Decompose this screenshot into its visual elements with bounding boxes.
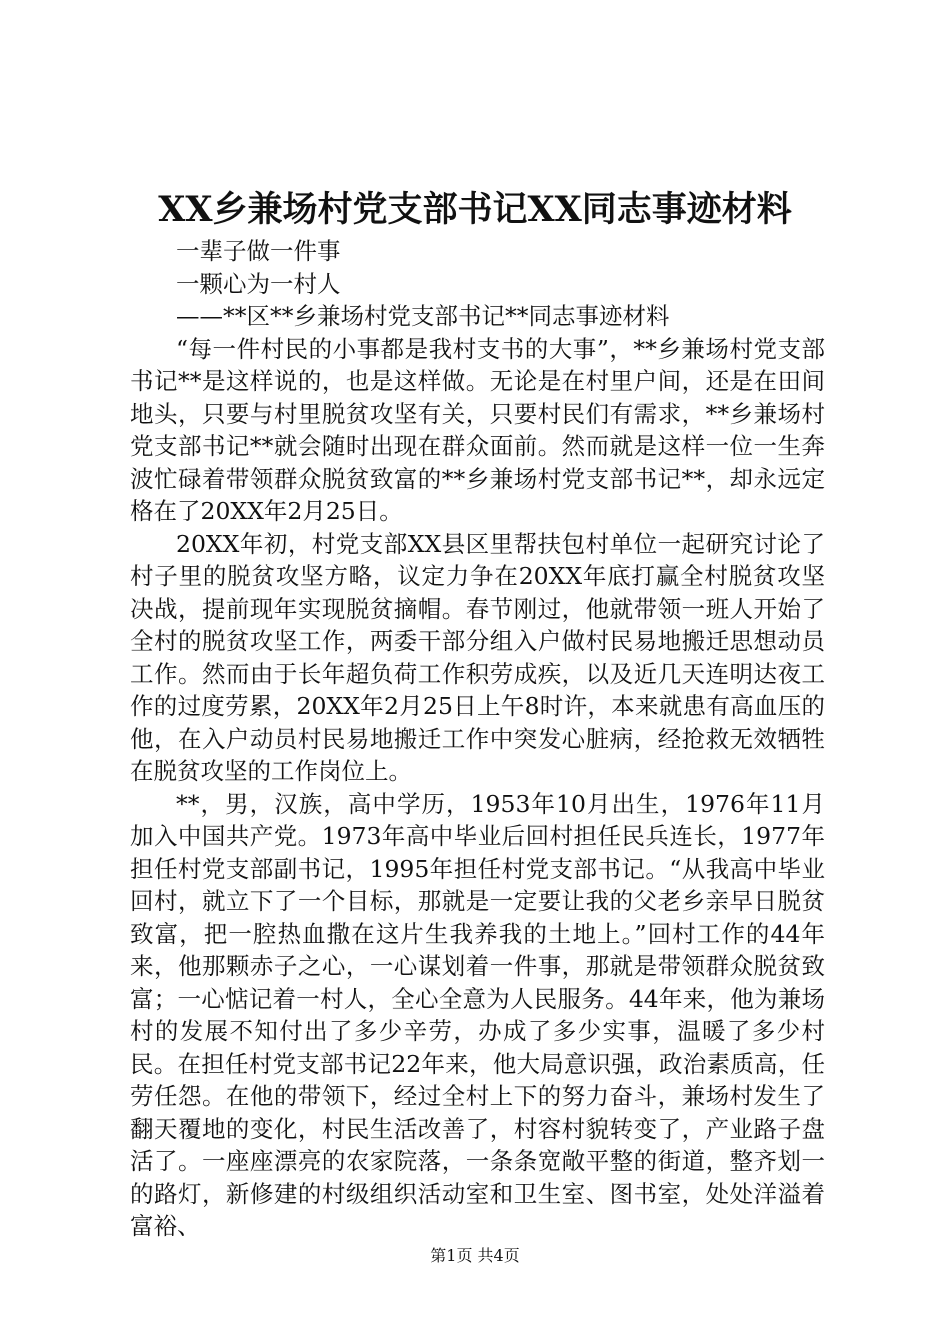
paragraph-3: **，男，汉族，高中学历，1953年10月出生，1976年11月加入中国共产党。1973年高中毕业后回村担任民兵连长，1977年担任村党支部副书记，1995年担任村党支部书记。“从我高中毕业回村，就立下了一个目标，那就是一定要让我的父老乡亲早日脱贫致富，把一腔热血撒在这片生我养我的土地上。”回村工作的44年来，他那颗赤子之心，一心谋划着一件事，那就是带领群众脱贫致富；一心惦记着一村人，全心全意为人民服务。44年来，他为兼场村的发展不知付出了多少辛劳，办成了多少实事，温暖了多少村民。在担任村党支部书记22年来，他大局意识强，政治素质高，任劳任怨。在他的带领下，经过全村上下的努力奋斗，兼场村发生了翻天覆地的变化，村民生活改善了，村容村貌转变了，产业路子盘活了。一座座漂亮的农家院落，一条条宽敞平整的街道，整齐划一的路灯，新修建的村级组织活动室和卫生室、图书室，处处洋溢着富裕、 [130,789,825,1240]
document-body [130,235,825,1243]
document-title: XX乡兼场村党支部书记XX同志事迹材料 [158,189,792,230]
paragraph-1: “每一件村民的小事都是我村支书的大事”，**乡兼场村党支部书记**是这样说的，也是这样做。无论是在村里户间，还是在田间地头，只要与村里脱贫攻坚有关，只要村民们有需求，**乡兼场村党支部书记**就会随时出现在群众面前。然而就是这样一位一生奔波忙碌着带领群众脱贫致富的**乡兼场村党支部书记**，却永远定格在了20XX年2月25日。 [130,334,825,525]
subtitle-line-1: 一辈子做一件事 [176,237,341,265]
paragraph-2: 20XX年初，村党支部XX县区里帮扶包村单位一起研究讨论了村子里的脱贫攻坚方略，议定力争在20XX年底打赢全村脱贫攻坚决战，提前现年实现脱贫摘帽。春节刚过，他就带领一班人开始了全村的脱贫攻坚工作，两委干部分组入户做村民易地搬迁思想动员工作。然而由于长年超负荷工作积劳成疾，以及近几天连明达夜工作的过度劳累，20XX年2月25日上午8时许，本来就患有高血压的他，在入户动员村民易地搬迁工作中突发心脏病，经抢救无效牺牲在脱贫攻坚的工作岗位上。 [130,529,825,785]
page-number-footer: 第1页 共4页 [430,1246,520,1265]
subtitle-line-3: ——**区**乡兼场村党支部书记**同志事迹材料 [176,302,670,330]
subtitle-line-2: 一颗心为一村人 [176,269,341,298]
